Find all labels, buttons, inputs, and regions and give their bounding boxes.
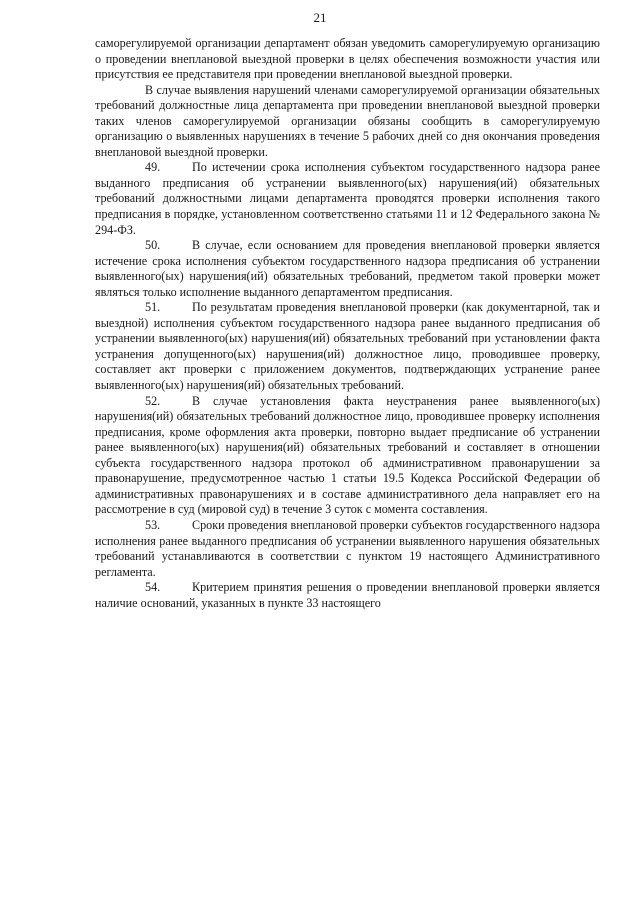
numbered-paragraph — [95, 394, 600, 518]
paragraph-text: Сроки проведения внеплановой проверки субъектов государственного надзора исполнения ранее выданного предписания об устранении выявленного нарушения обязательных требований устанавливаются в соответствии с пунктом 19 настоящего Административного регламента. — [95, 517, 600, 579]
numbered-paragraph — [95, 300, 600, 393]
paragraph-text: В случае, если основанием для проведения внеплановой проверки является истечение срока исполнения субъектом государственного надзора предписания об устранении выявленного(ых) нарушения(ий) обязательных требований, предметом такой проверки может являться только исполнение выданного департаментом предписания. — [95, 238, 600, 299]
paragraph-text: В случае установления факта неустранения ранее выявленного(ых) нарушения(ий) обязательных требований должностное лицо, проводившее проверку исполнения предписания, кроме оформления акта проверки, повторно выдает предписание об устранении ранее выявленного(ых) нарушения(ий) обязательных требований и составляет в отношении субъекта государственного надзора протокол об административном правонарушении за правонарушение, предусмотренное частью 1 статьи 19.5 Кодекса Российской Федерации об административных правонарушениях и в составе административного дела направляет его на рассмотрение в суд (мировой суд) в течение 3 суток с момента составления. — [95, 393, 600, 517]
document-body — [95, 36, 600, 611]
paragraph — [95, 83, 600, 161]
paragraph-text: По истечении срока исполнения субъектом государственного надзора ранее выданного предписания об устранении выявленного(ых) нарушения(ий) обязательных требований должностными лицами департамента проводятся проверки исполнения такого предписания в порядке, установленном соответственно статьями 11 и 12 Федерального закона № 294-ФЗ. — [95, 160, 600, 237]
item-number: 51. — [145, 300, 161, 315]
numbered-paragraph — [95, 238, 600, 300]
paragraph-text: Критерием принятия решения о проведении внеплановой проверки является наличие оснований, указанных в пункте 33 настоящего — [95, 580, 600, 610]
numbered-paragraph — [95, 518, 600, 580]
item-number: 50. — [145, 238, 161, 253]
item-number: 53. — [145, 517, 161, 532]
item-number: 49. — [145, 160, 161, 175]
paragraph-text: По результатам проведения внеплановой проверки (как документарной, так и выездной) исполнения субъектом государственного надзора ранее выданного предписания об устранении выявленного(ых) нарушения(ий) обязательных требований при установлении факта устранения допущенного(ых) нарушения(ий) должностное лицо, проводившее проверку, составляет акт проверки с приложением документов, подтверждающих устранение ранее выявленного(ых) нарушения(ий) обязательных требований. — [95, 300, 600, 393]
item-number: 52. — [145, 393, 161, 408]
paragraph-text: В случае выявления нарушений членами саморегулируемой организации обязательных требований должностные лица департамента при проведении внеплановой выездной проверки таких членов саморегулируемой организации обязаны сообщить в саморегулируемую организацию о выявленных нарушениях в течение 5 рабочих дней со дня окончания проведения внеплановой выездной проверки. — [95, 82, 600, 159]
paragraph — [95, 36, 600, 83]
item-number: 54. — [145, 580, 161, 595]
numbered-paragraph — [95, 160, 600, 238]
paragraph-text: саморегулируемой организации департамент обязан уведомить саморегулируемую организацию о проведении внеплановой выездной проверки в целях обеспечения возможности участия или присутствия ее представителя при проведении внеплановой выездной проверки. — [95, 36, 600, 82]
numbered-paragraph — [95, 580, 600, 611]
page-number: 21 — [313, 10, 327, 25]
